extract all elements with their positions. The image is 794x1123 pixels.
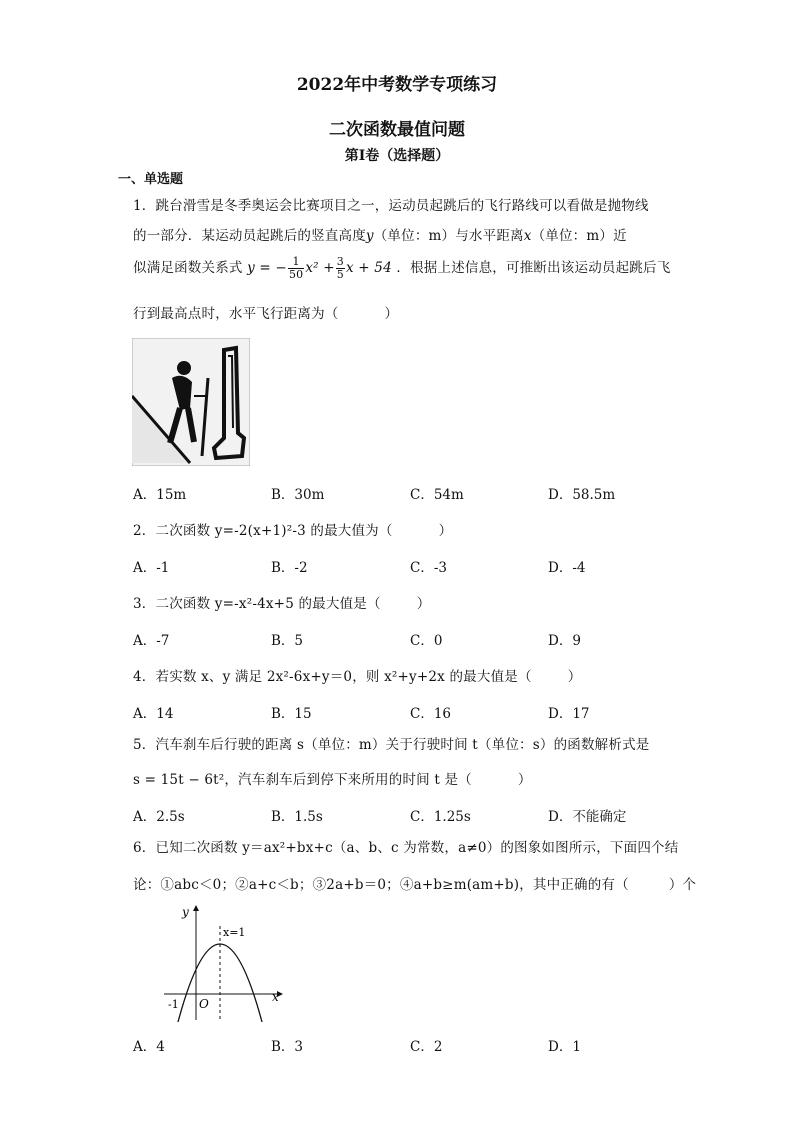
q6-option-d[interactable]: D．1 bbox=[548, 1039, 581, 1055]
q4-option-b[interactable]: B．15 bbox=[271, 706, 312, 722]
q2-option-d[interactable]: D．-4 bbox=[548, 560, 586, 576]
q4-stem: 4．若实数 x、y 满足 2x²-6x+y＝0，则 x²+y+2x 的最大值是（ ） bbox=[133, 669, 582, 685]
q1-option-a[interactable]: A．15m bbox=[133, 487, 187, 503]
q5-option-c[interactable]: C．1.25s bbox=[410, 809, 471, 825]
q2-option-c[interactable]: C．-3 bbox=[410, 560, 447, 576]
q1-line-1: 1．跳台滑雪是冬季奥运会比赛项目之一，运动员起跳后的飞行路线可以看做是抛物线 bbox=[133, 198, 649, 214]
q4-option-a[interactable]: A．14 bbox=[133, 706, 174, 722]
q4-option-c[interactable]: C．16 bbox=[410, 706, 452, 722]
parabola-graph bbox=[160, 902, 288, 1024]
q6-line-2: 论：①abc＜0；②a+c＜b；③2a+b＝0；④a+b≥m(am+b)，其中正确的有（ ）个 bbox=[133, 877, 697, 893]
q2-option-a[interactable]: A．-1 bbox=[133, 560, 170, 576]
q5-option-b[interactable]: B．1.5s bbox=[271, 809, 323, 825]
q3-stem: 3．二次函数 y=-x²-4x+5 的最大值是（ ） bbox=[133, 596, 431, 612]
q1-line-2: 的一部分．某运动员起跳后的竖直高度y（单位：m）与水平距离x（单位：m）近 bbox=[133, 228, 627, 244]
q3-option-b[interactable]: B．5 bbox=[271, 633, 304, 649]
neg-one-label: -1 bbox=[168, 998, 179, 1011]
q4-option-d[interactable]: D．17 bbox=[548, 706, 590, 722]
y-axis-label: y bbox=[182, 905, 189, 919]
q2-option-b[interactable]: B．-2 bbox=[271, 560, 308, 576]
q3-option-d[interactable]: D．9 bbox=[548, 633, 581, 649]
q3-option-c[interactable]: C．0 bbox=[410, 633, 443, 649]
q5-option-a[interactable]: A．2.5s bbox=[133, 809, 185, 825]
q3-option-a[interactable]: A．-7 bbox=[133, 633, 170, 649]
symmetry-axis-label: x=1 bbox=[223, 926, 246, 939]
q6-option-b[interactable]: B．3 bbox=[271, 1039, 304, 1055]
q6-option-a[interactable]: A．4 bbox=[133, 1039, 165, 1055]
x-axis-label: x bbox=[272, 990, 279, 1004]
q6-option-c[interactable]: C．2 bbox=[410, 1039, 443, 1055]
q1-formula: y = − $\frac{1}{50}$ x² + $\frac{3}{5}$ x + 54 bbox=[247, 255, 392, 281]
page-title: 2022年中考数学专项练习 bbox=[296, 75, 498, 95]
q2-stem: 2．二次函数 y=-2(x+1)²-3 的最大值为（ ） bbox=[133, 523, 453, 539]
q1-line-4: 行到最高点时，水平飞行距离为（ ） bbox=[133, 306, 399, 322]
section-label: 一、单选题 bbox=[118, 172, 184, 187]
ski-jumper-figure bbox=[132, 338, 250, 466]
q1-line-3: 似满足函数关系式 y = − $\frac{1}{50}$ x² + $\frac{3}{5}$ x + 54 ．根据上述信息，可推断出该运动员起跳后飞 bbox=[133, 255, 671, 281]
q1-option-d[interactable]: D．58.5m bbox=[548, 487, 616, 503]
q5-line-2: s = 15t − 6t²，汽车刹车后到停下来所用的时间 t 是（ ） bbox=[133, 772, 532, 788]
volume-heading: 第I卷（选择题） bbox=[344, 148, 450, 164]
q1-option-c[interactable]: C．54m bbox=[410, 487, 464, 503]
page-subtitle: 二次函数最值问题 bbox=[329, 120, 465, 140]
q5-option-d[interactable]: D．不能确定 bbox=[548, 809, 627, 825]
origin-label: O bbox=[199, 997, 209, 1011]
q1-option-b[interactable]: B．30m bbox=[271, 487, 325, 503]
q6-line-1: 6．已知二次函数 y＝ax²+bx+c（a、b、c 为常数，a≠0）的图象如图所示，下面四个结 bbox=[133, 840, 679, 856]
q5-line-1: 5．汽车刹车后行驶的距离 s（单位：m）关于行驶时间 t（单位：s）的函数解析式是 bbox=[133, 737, 650, 753]
